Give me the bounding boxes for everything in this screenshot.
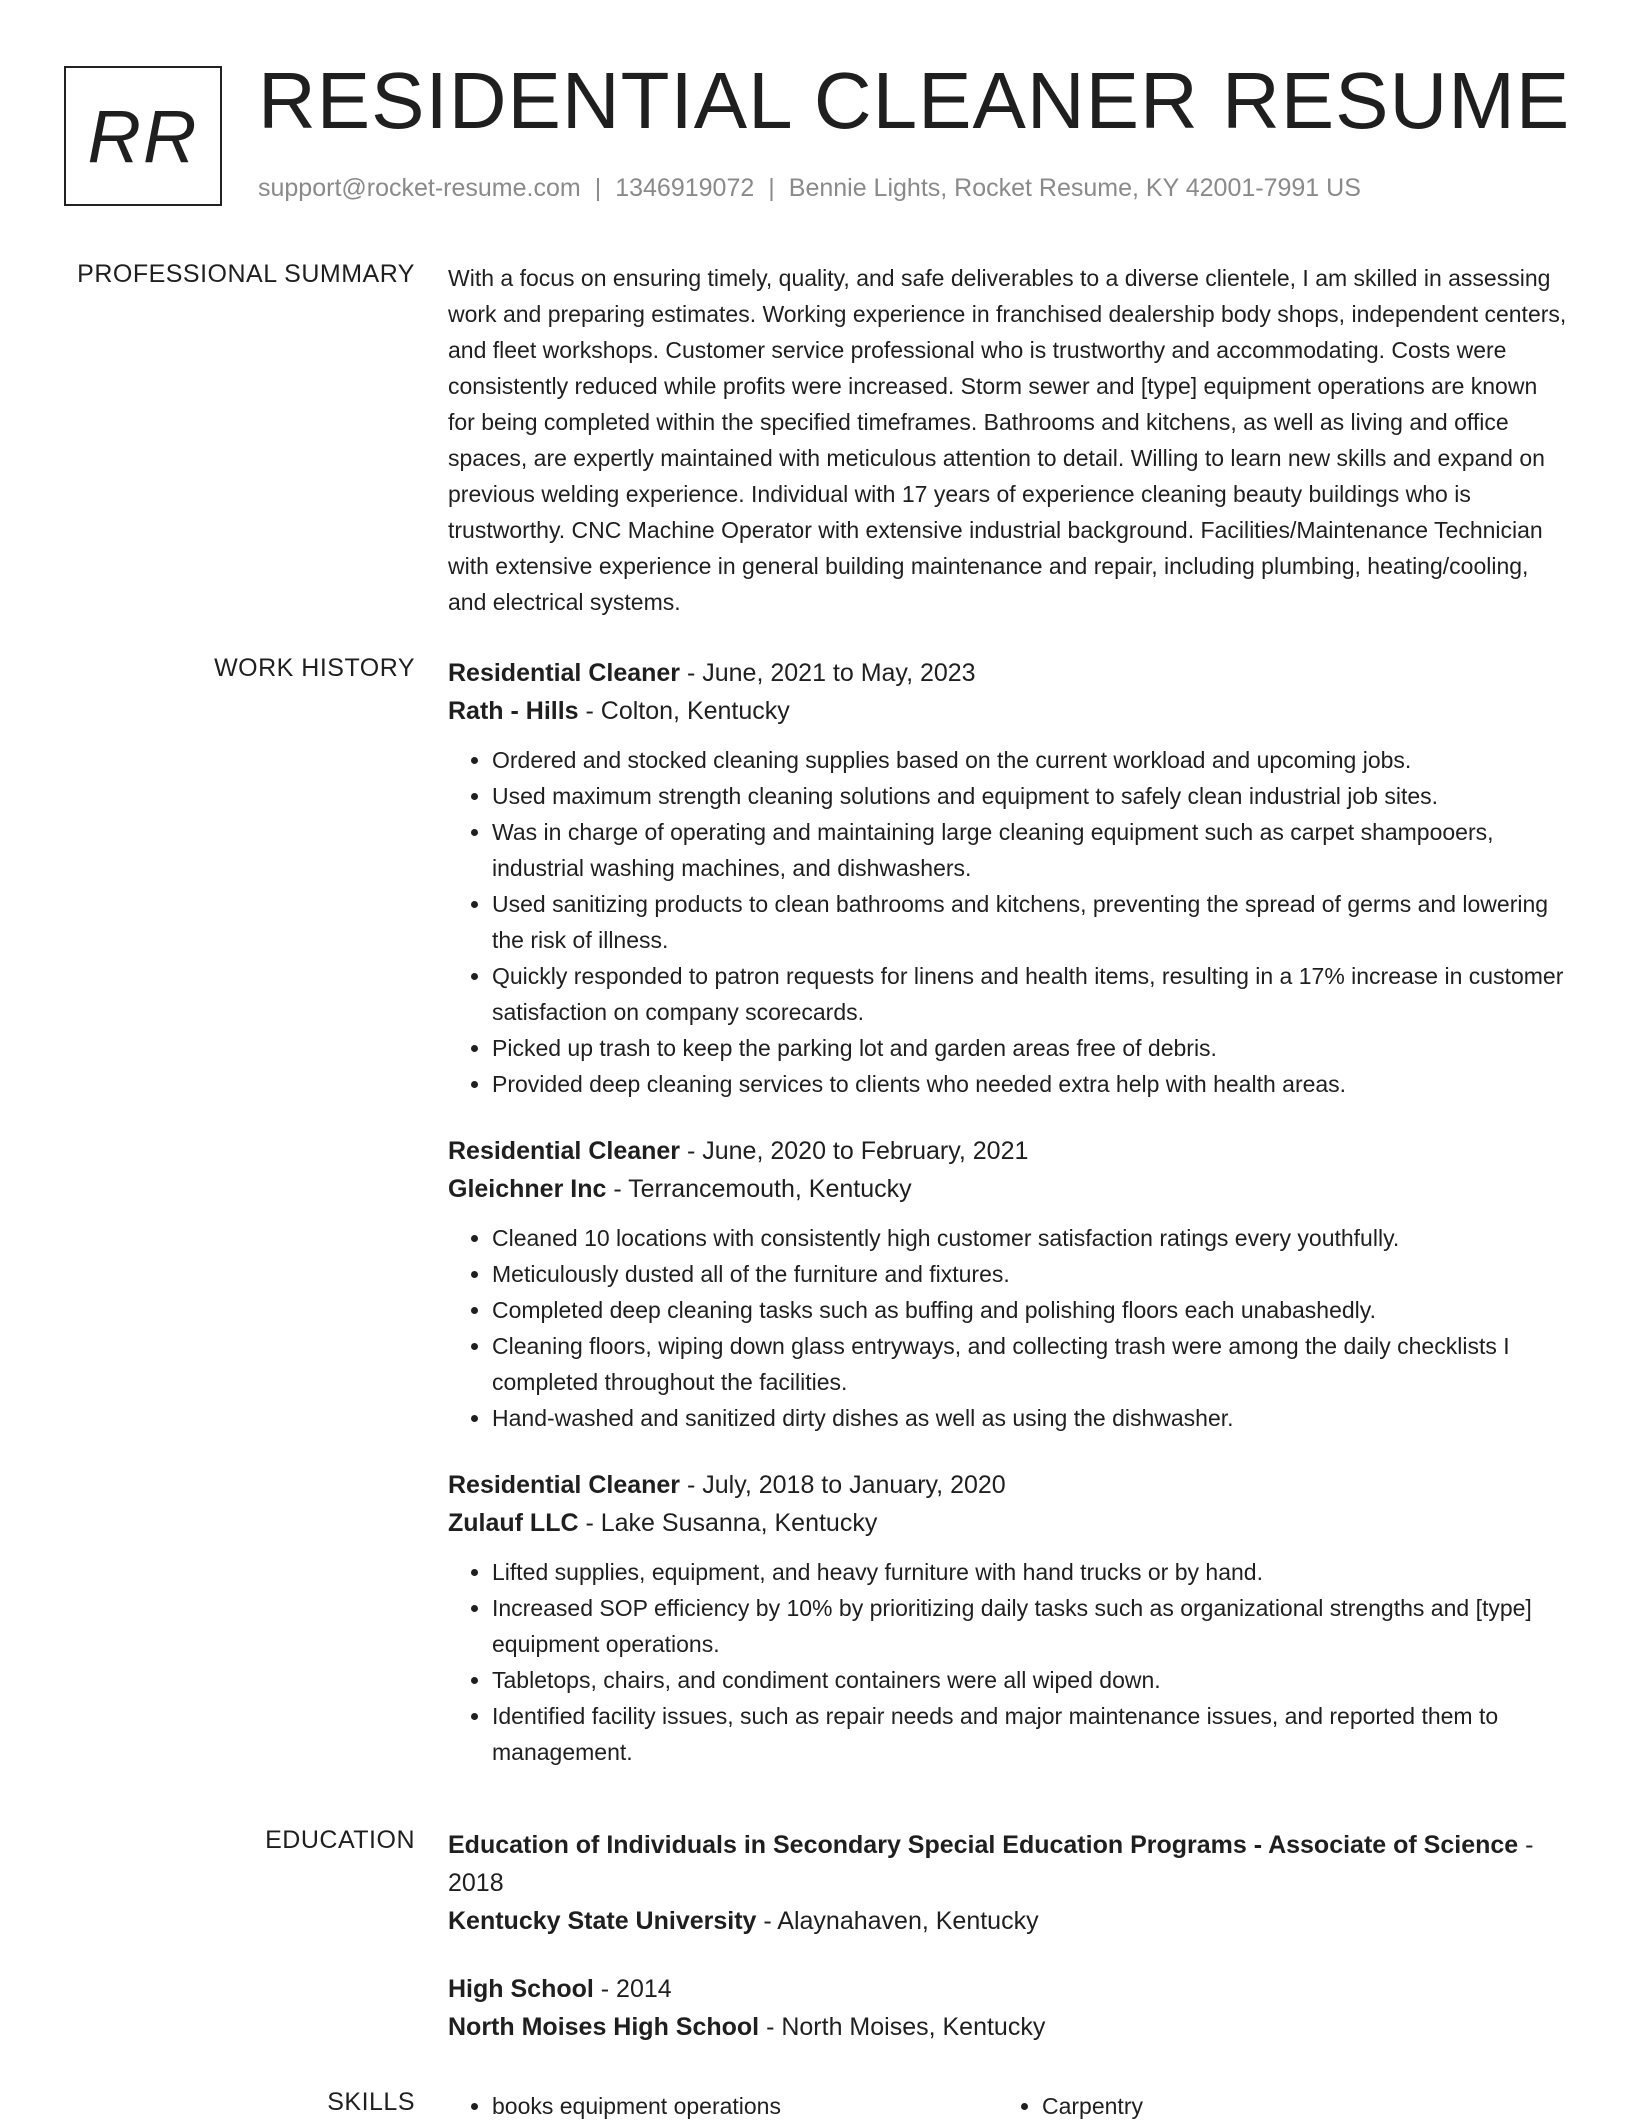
section-label-work: WORK HISTORY: [214, 654, 415, 682]
job-company-line: [448, 692, 1568, 730]
job-bullet: • Picked up trash to keep the parking lot and garden areas free of debris.: [492, 1030, 1568, 1066]
monogram: RR: [64, 66, 222, 206]
education-school-line: [448, 2008, 1568, 2046]
education-degree-line: [448, 1826, 1568, 1902]
separator: |: [768, 174, 775, 202]
job-entry: [448, 1466, 1568, 1770]
job-company-line: [448, 1504, 1568, 1542]
job-title-line: [448, 654, 1568, 692]
job-dates: - June, 2020 to February, 2021: [680, 1137, 1029, 1165]
skills-grid: [448, 2088, 1568, 2124]
page-title: RESIDENTIAL CLEANER RESUME: [258, 56, 1571, 145]
job-location: - Colton, Kentucky: [578, 697, 790, 725]
job-bullet: • Cleaned 10 locations with consistently high customer satisfaction ratings every youthfully.: [492, 1220, 1568, 1256]
summary-text: With a focus on ensuring timely, quality, and safe deliverables to a diverse clientele, I am skilled in assessing work and preparing estimates. Working experience in franchised dealership body shops, independent centers, and fleet workshops. Customer service professional who is trustworthy and accommodating. Costs were consistently reduced while profits were increased. Storm sewer and [type] equipment operations are known for being completed within the specified timeframes. Bathrooms and kitchens, as well as living and office spaces, are expertly maintained with meticulous attention to detail. Willing to learn new skills and expand on previous welding experience. Individual with 17 years of experience cleaning beauty buildings who is trustworthy. CNC Machine Operator with extensive industrial background. Facilities/Maintenance Technician with extensive experience in general building maintenance and repair, including plumbing, heating/cooling, and electrical systems.: [448, 265, 1567, 615]
job-bullet: • Hand-washed and sanitized dirty dishes as well as using the dishwasher.: [492, 1400, 1568, 1436]
job-title: Residential Cleaner: [448, 1471, 681, 1499]
job-bullet: • Used sanitizing products to clean bathrooms and kitchens, preventing the spread of germs and lowering the risk of illness.: [492, 886, 1568, 958]
education-year: - 2014: [593, 1975, 672, 2003]
section-label-education: EDUCATION: [265, 1826, 415, 1854]
job-bullet: • Meticulously dusted all of the furniture and fixtures.: [492, 1256, 1568, 1292]
job-company: Rath - Hills: [448, 697, 579, 725]
skill-item: • Carpentry: [1042, 2088, 1548, 2124]
job-location: - Lake Susanna, Kentucky: [578, 1509, 878, 1537]
job-entry: [448, 654, 1568, 1102]
job-bullets: [448, 742, 1568, 1102]
education-degree: High School: [448, 1975, 594, 2003]
job-bullet: • Provided deep cleaning services to clients who needed extra help with health areas.: [492, 1066, 1568, 1102]
section-label-skills: SKILLS: [327, 2088, 415, 2116]
contact-phone: 1346919072: [615, 174, 755, 202]
job-dates: - July, 2018 to January, 2020: [680, 1471, 1006, 1499]
job-company: Gleichner Inc: [448, 1175, 607, 1203]
contact-address: Bennie Lights, Rocket Resume, KY 42001-7991 US: [788, 174, 1361, 202]
job-bullet: • Identified facility issues, such as repair needs and major maintenance issues, and reported them to management.: [492, 1698, 1568, 1770]
job-bullets: [448, 1220, 1568, 1436]
job-entry: [448, 1132, 1568, 1436]
job-bullet: • Ordered and stocked cleaning supplies based on the current workload and upcoming jobs.: [492, 742, 1568, 778]
contact-line: [258, 174, 1361, 203]
skills-column-left: [448, 2088, 998, 2124]
job-title: Residential Cleaner: [448, 659, 681, 687]
education-entry: [448, 1970, 1568, 2046]
education-location: - North Moises, Kentucky: [759, 2013, 1046, 2041]
education-degree-line: [448, 1970, 1568, 2008]
education-school: North Moises High School: [448, 2013, 760, 2041]
section-label-summary: PROFESSIONAL SUMMARY: [77, 260, 415, 288]
job-bullet: • Quickly responded to patron requests for linens and health items, resulting in a 17% increase in customer satisfaction on company scorecards.: [492, 958, 1568, 1030]
job-bullet: • Increased SOP efficiency by 10% by prioritizing daily tasks such as organizational strengths and [type] equipment operations.: [492, 1590, 1568, 1662]
separator: |: [594, 174, 602, 202]
skills-column-right: [998, 2088, 1548, 2124]
contact-email: support@rocket-resume.com: [258, 174, 581, 202]
job-title-line: [448, 1466, 1568, 1504]
job-bullet: • Was in charge of operating and maintaining large cleaning equipment such as carpet shampooers, industrial washing machines, and dishwashers.: [492, 814, 1568, 886]
education-location: - Alaynahaven, Kentucky: [756, 1907, 1039, 1935]
job-title: Residential Cleaner: [448, 1137, 681, 1165]
job-bullet: • Lifted supplies, equipment, and heavy furniture with hand trucks or by hand.: [492, 1554, 1568, 1590]
job-company-line: [448, 1170, 1568, 1208]
job-location: - Terrancemouth, Kentucky: [606, 1175, 912, 1203]
job-bullet: • Completed deep cleaning tasks such as buffing and polishing floors each unabashedly.: [492, 1292, 1568, 1328]
job-bullets: [448, 1554, 1568, 1770]
job-bullet: • Used maximum strength cleaning solutions and equipment to safely clean industrial job sites.: [492, 778, 1568, 814]
job-dates: - June, 2021 to May, 2023: [680, 659, 976, 687]
education-school-line: [448, 1902, 1568, 1940]
job-bullet: • Tabletops, chairs, and condiment containers were all wiped down.: [492, 1662, 1568, 1698]
education-degree: Education of Individuals in Secondary Special Education Programs - Associate of Science: [448, 1831, 1519, 1859]
skill-item: • books equipment operations: [492, 2088, 998, 2124]
education-year: - 2018: [448, 1831, 1534, 1897]
job-company: Zulauf LLC: [448, 1509, 579, 1537]
education-school: Kentucky State University: [448, 1907, 757, 1935]
job-title-line: [448, 1132, 1568, 1170]
education-entry: [448, 1826, 1568, 1940]
job-bullet: • Cleaning floors, wiping down glass entryways, and collecting trash were among the daily checklists I completed throughout the facilities.: [492, 1328, 1568, 1400]
